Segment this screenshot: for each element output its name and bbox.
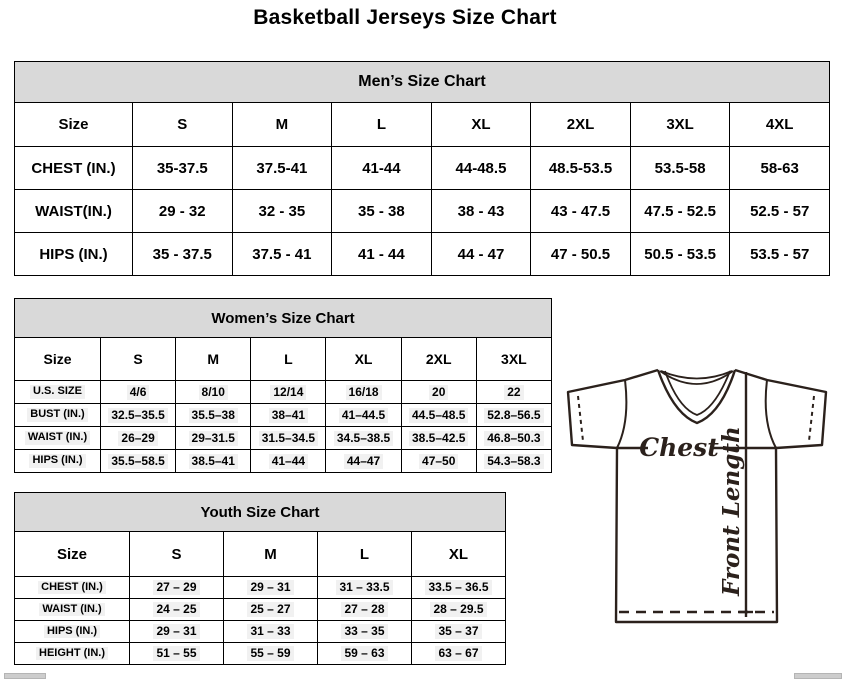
mens-row-label: HIPS (IN.)	[15, 233, 133, 276]
youth-value-cell: 27 – 29	[130, 577, 224, 599]
mens-value-cell: 35-37.5	[133, 147, 233, 190]
mens-col-header: Size	[15, 103, 133, 147]
mens-value-cell: 38 - 43	[431, 190, 531, 233]
youth-row-label: WAIST (IN.)	[15, 599, 130, 621]
jersey-sleeve-seam-right	[766, 380, 776, 448]
mens-value-cell: 48.5-53.5	[531, 147, 631, 190]
mens-col-header: XL	[431, 103, 531, 147]
chest-label: Chest	[639, 433, 719, 462]
womens-value-cell: 38–41	[251, 404, 326, 427]
mens-value-cell: 53.5 - 57	[730, 233, 830, 276]
mens-size-table	[14, 61, 830, 276]
womens-col-header: S	[101, 338, 176, 381]
womens-value-cell: 46.8–50.3	[476, 427, 551, 450]
mens-section-title: Men’s Size Chart	[15, 62, 830, 103]
womens-value-cell: 44–47	[326, 450, 401, 473]
youth-section-title: Youth Size Chart	[15, 493, 506, 532]
youth-value-cell: 33 – 35	[318, 621, 412, 643]
mens-value-cell: 58-63	[730, 147, 830, 190]
jersey-outline	[568, 370, 826, 622]
youth-col-header: L	[318, 532, 412, 577]
mens-col-header: 4XL	[730, 103, 830, 147]
womens-value-cell: 52.8–56.5	[476, 404, 551, 427]
womens-row-label: BUST (IN.)	[15, 404, 101, 427]
horizontal-scrollbar-left-fragment[interactable]	[4, 673, 46, 679]
mens-col-header: M	[232, 103, 332, 147]
mens-value-cell: 41-44	[332, 147, 432, 190]
mens-value-cell: 35 - 38	[332, 190, 432, 233]
youth-value-cell: 27 – 28	[318, 599, 412, 621]
womens-col-header: XL	[326, 338, 401, 381]
womens-value-cell: 32.5–35.5	[101, 404, 176, 427]
jersey-collar-arc-2	[660, 371, 733, 384]
mens-value-cell: 50.5 - 53.5	[630, 233, 730, 276]
mens-value-cell: 53.5-58	[630, 147, 730, 190]
jersey-sleeve-seam-left	[617, 380, 626, 448]
womens-value-cell: 38.5–42.5	[401, 427, 476, 450]
youth-row-label: CHEST (IN.)	[15, 577, 130, 599]
womens-value-cell: 41–44	[251, 450, 326, 473]
page-title: Basketball Jerseys Size Chart	[253, 6, 557, 29]
womens-col-header: M	[176, 338, 251, 381]
womens-value-cell: 4/6	[101, 381, 176, 404]
mens-value-cell: 44 - 47	[431, 233, 531, 276]
womens-value-cell: 16/18	[326, 381, 401, 404]
youth-col-header: Size	[15, 532, 130, 577]
youth-value-cell: 24 – 25	[130, 599, 224, 621]
youth-value-cell: 59 – 63	[318, 643, 412, 665]
mens-value-cell: 41 - 44	[332, 233, 432, 276]
womens-value-cell: 41–44.5	[326, 404, 401, 427]
womens-value-cell: 29–31.5	[176, 427, 251, 450]
mens-row-label: CHEST (IN.)	[15, 147, 133, 190]
womens-col-header: L	[251, 338, 326, 381]
womens-size-table	[14, 298, 552, 473]
jersey-measurement-diagram	[560, 362, 832, 626]
youth-value-cell: 33.5 – 36.5	[412, 577, 506, 599]
womens-row-label: U.S. SIZE	[15, 381, 101, 404]
womens-value-cell: 22	[476, 381, 551, 404]
womens-value-cell: 31.5–34.5	[251, 427, 326, 450]
womens-col-header: 2XL	[401, 338, 476, 381]
mens-col-header: L	[332, 103, 432, 147]
youth-value-cell: 28 – 29.5	[412, 599, 506, 621]
womens-value-cell: 20	[401, 381, 476, 404]
womens-value-cell: 8/10	[176, 381, 251, 404]
horizontal-scrollbar-right-fragment[interactable]	[794, 673, 842, 679]
womens-value-cell: 54.3–58.3	[476, 450, 551, 473]
youth-value-cell: 29 – 31	[130, 621, 224, 643]
mens-value-cell: 43 - 47.5	[531, 190, 631, 233]
front-length-label: Front Length	[718, 426, 745, 596]
youth-size-table	[14, 492, 506, 665]
mens-value-cell: 52.5 - 57	[730, 190, 830, 233]
youth-col-header: M	[224, 532, 318, 577]
youth-row-label: HEIGHT (IN.)	[15, 643, 130, 665]
youth-value-cell: 63 – 67	[412, 643, 506, 665]
womens-value-cell: 34.5–38.5	[326, 427, 401, 450]
youth-value-cell: 55 – 59	[224, 643, 318, 665]
youth-value-cell: 25 – 27	[224, 599, 318, 621]
mens-row-label: WAIST(IN.)	[15, 190, 133, 233]
womens-value-cell: 35.5–38	[176, 404, 251, 427]
womens-col-header: 3XL	[476, 338, 551, 381]
womens-row-label: WAIST (IN.)	[15, 427, 101, 450]
mens-col-header: 3XL	[630, 103, 730, 147]
youth-col-header: S	[130, 532, 224, 577]
womens-value-cell: 26–29	[101, 427, 176, 450]
youth-value-cell: 51 – 55	[130, 643, 224, 665]
mens-col-header: S	[133, 103, 233, 147]
womens-value-cell: 44.5–48.5	[401, 404, 476, 427]
youth-row-label: HIPS (IN.)	[15, 621, 130, 643]
mens-value-cell: 32 - 35	[232, 190, 332, 233]
mens-value-cell: 37.5 - 41	[232, 233, 332, 276]
mens-value-cell: 37.5-41	[232, 147, 332, 190]
mens-value-cell: 29 - 32	[133, 190, 233, 233]
mens-value-cell: 35 - 37.5	[133, 233, 233, 276]
womens-value-cell: 47–50	[401, 450, 476, 473]
womens-col-header: Size	[15, 338, 101, 381]
womens-row-label: HIPS (IN.)	[15, 450, 101, 473]
youth-value-cell: 29 – 31	[224, 577, 318, 599]
womens-section-title: Women’s Size Chart	[15, 299, 552, 338]
womens-value-cell: 38.5–41	[176, 450, 251, 473]
sleeve-cuff-dashes-left	[578, 396, 583, 441]
mens-col-header: 2XL	[531, 103, 631, 147]
sleeve-cuff-dashes-right	[809, 396, 814, 441]
mens-value-cell: 44-48.5	[431, 147, 531, 190]
womens-value-cell: 35.5–58.5	[101, 450, 176, 473]
youth-col-header: XL	[412, 532, 506, 577]
youth-value-cell: 31 – 33.5	[318, 577, 412, 599]
youth-value-cell: 31 – 33	[224, 621, 318, 643]
mens-value-cell: 47 - 50.5	[531, 233, 631, 276]
womens-value-cell: 12/14	[251, 381, 326, 404]
mens-value-cell: 47.5 - 52.5	[630, 190, 730, 233]
youth-value-cell: 35 – 37	[412, 621, 506, 643]
